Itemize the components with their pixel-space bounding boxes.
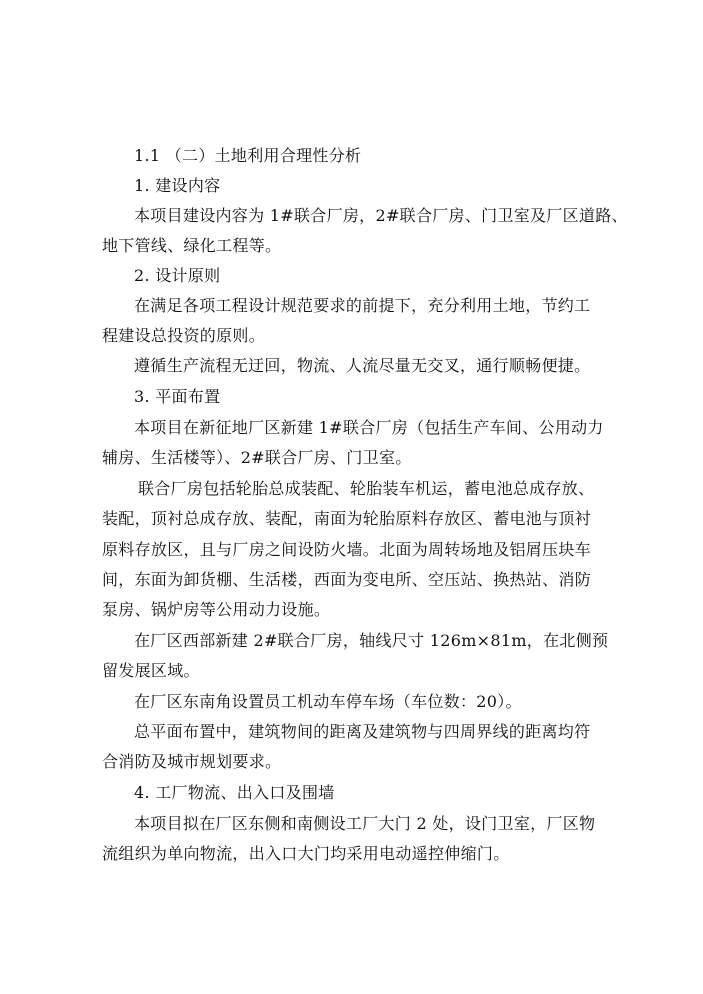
paragraph-line: 本项目在新征地厂区新建 1#联合厂房（包括生产车间、公用动力 <box>134 418 604 437</box>
paragraph-line: 装配，顶衬总成存放、装配，南面为轮胎原料存放区、蓄电池与顶衬 <box>102 509 592 528</box>
paragraph-line: 联合厂房包括轮胎总成装配、轮胎装车机运，蓄电池总成存放、 <box>138 479 595 498</box>
paragraph-line: 泵房、锅炉房等公用动力设施。 <box>102 600 331 619</box>
paragraph-line: 在厂区东南角设置员工机动车停车场（车位数：20）。 <box>134 692 522 711</box>
paragraph-line: 合消防及城市规划要求。 <box>102 752 282 771</box>
paragraph-line: 本项目拟在厂区东侧和南侧设工厂大门 2 处，设门卫室，厂区物 <box>134 814 596 833</box>
paragraph-line: 在厂区西部新建 2#联合厂房，轴线尺寸 126m×81m，在北侧预 <box>134 631 609 650</box>
paragraph-line: 间，东面为卸货棚、生活楼，西面为变电所、空压站、换热站、消防 <box>102 570 592 589</box>
paragraph-line: 地下管线、绿化工程等。 <box>102 236 282 255</box>
item4-heading: 4. 工厂物流、出入口及围墙 <box>134 783 335 802</box>
paragraph-line: 流组织为单向物流，出入口大门均采用电动遥控伸缩门。 <box>102 844 510 863</box>
paragraph-line: 程建设总投资的原则。 <box>102 326 266 345</box>
paragraph-line: 辅房、生活楼等）、2#联合厂房、门卫室。 <box>102 448 412 467</box>
paragraph-line: 遵循生产流程无迂回，物流、人流尽量无交叉，通行顺畅便捷。 <box>134 356 591 375</box>
paragraph-line: 原料存放区，且与厂房之间设防火墙。北面为周转场地及铝屑压块车 <box>102 540 592 559</box>
paragraph-line: 本项目建设内容为 1#联合厂房，2#联合厂房、门卫室及厂区道路、 <box>134 206 628 225</box>
item3-heading: 3. 平面布置 <box>134 387 221 406</box>
paragraph-line: 在满足各项工程设计规范要求的前提下，充分利用土地，节约工 <box>134 296 591 315</box>
item1-heading: 1. 建设内容 <box>134 176 221 195</box>
paragraph-line: 总平面布置中，建筑物间的距离及建筑物与四周界线的距离均符 <box>134 722 591 741</box>
section-heading: 1.1 （二）土地利用合理性分析 <box>134 146 362 165</box>
paragraph-line: 留发展区域。 <box>102 661 200 680</box>
item2-heading: 2. 设计原则 <box>134 266 221 285</box>
